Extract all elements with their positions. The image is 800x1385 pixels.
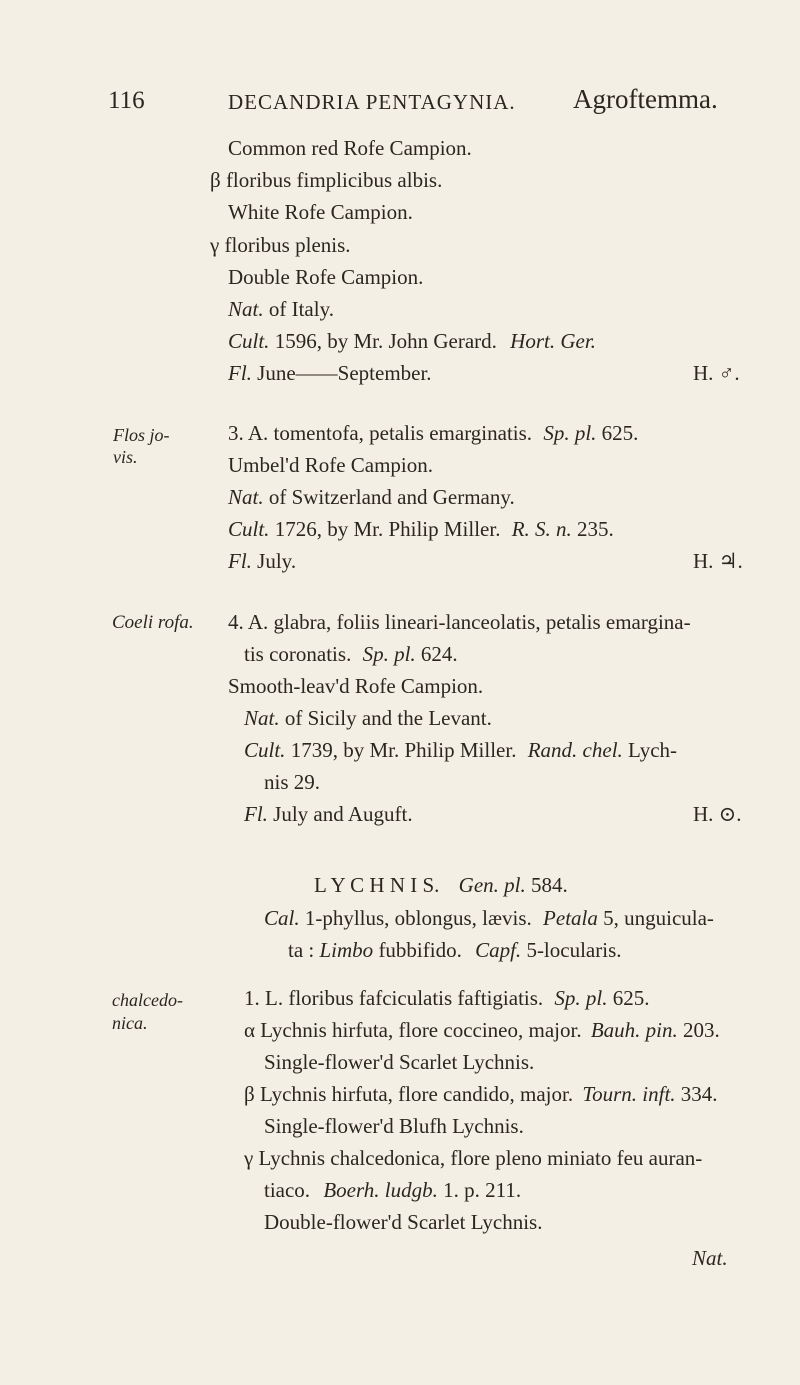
margin-note: Flos jo- bbox=[113, 425, 170, 445]
species-heading: 3. A. tomentofa, petalis emarginatis. Sp. pl. 625. bbox=[228, 421, 639, 445]
native-line: Nat. of Sicily and the Levant. bbox=[244, 706, 492, 730]
variety-line bbox=[210, 167, 442, 193]
common-name: White Rofe Campion. bbox=[228, 200, 413, 224]
common-name: Smooth-leav'd Rofe Campion. bbox=[228, 674, 484, 698]
variety-line-cont: tiaco. Boerh. ludgb. 1. p. 211. bbox=[264, 1178, 522, 1202]
species-heading: 4. A. glabra, foliis lineari-lanceolatis, petalis emargina- bbox=[228, 610, 691, 634]
variety-mark: β bbox=[210, 168, 221, 192]
genus-title: L Y C H N I S. Gen. pl. 584. bbox=[314, 873, 568, 897]
cultivation-line: Cult. 1596, by Mr. John Gerard. Hort. Ger. bbox=[228, 329, 596, 353]
margin-note: chalcedo- bbox=[112, 990, 183, 1010]
variety-line bbox=[210, 232, 351, 258]
genus-heading: Agroftemma. bbox=[573, 84, 718, 114]
flowering-line: Fl. June——September. bbox=[228, 361, 432, 385]
cultivation-line-cont: nis 29. bbox=[264, 770, 321, 794]
page-number: 116 bbox=[108, 87, 145, 114]
flowering-line: Fl. July and Auguft. bbox=[244, 802, 413, 826]
margin-note: nica. bbox=[112, 1013, 148, 1033]
variety-text: floribus plenis. bbox=[224, 233, 351, 257]
running-title: DECANDRIA PENTAGYNIA. bbox=[228, 90, 516, 114]
common-name: Single-flower'd Scarlet Lychnis. bbox=[264, 1050, 535, 1074]
flowering-line: Fl. July. bbox=[228, 549, 297, 573]
limbo-line: ta : Limbo fubbifido. Capf. 5-locularis. bbox=[288, 938, 622, 962]
variety-line: α Lychnis hirfuta, flore coccineo, major. Bauh. pin. 203. bbox=[244, 1018, 720, 1042]
margin-note: vis. bbox=[113, 447, 138, 467]
native-line: Nat. of Italy. bbox=[228, 297, 334, 321]
habit-symbol: H. ♂. bbox=[693, 361, 740, 385]
catchword: Nat. bbox=[692, 1246, 728, 1270]
calyx-line: Cal. 1-phyllus, oblongus, lævis. Petala 5, unguicula- bbox=[264, 906, 714, 930]
species-heading-cont: tis coronatis. Sp. pl. 624. bbox=[244, 642, 458, 666]
common-name: Double Rofe Campion. bbox=[228, 265, 424, 289]
common-name: Single-flower'd Blufh Lychnis. bbox=[264, 1114, 524, 1138]
common-name: Double-flower'd Scarlet Lychnis. bbox=[264, 1210, 543, 1234]
cultivation-line: Cult. 1726, by Mr. Philip Miller. R. S. n. 235. bbox=[228, 517, 614, 541]
habit-symbol: H. ♃. bbox=[693, 549, 743, 573]
variety-line: γ Lychnis chalcedonica, flore pleno miniato feu auran- bbox=[244, 1146, 703, 1170]
variety-text: floribus fimplicibus albis. bbox=[225, 168, 443, 192]
common-name: Common red Rofe Campion. bbox=[228, 136, 472, 160]
native-line: Nat. of Switzerland and Germany. bbox=[228, 485, 515, 509]
habit-symbol: H. ⊙. bbox=[693, 802, 742, 826]
variety-line: β Lychnis hirfuta, flore candido, major. Tourn. inft. 334. bbox=[244, 1082, 718, 1106]
common-name: Umbel'd Rofe Campion. bbox=[228, 453, 434, 477]
variety-mark: γ bbox=[210, 233, 220, 257]
margin-note: Coeli rofa. bbox=[112, 612, 194, 633]
cultivation-line: Cult. 1739, by Mr. Philip Miller. Rand. chel. Lych- bbox=[244, 738, 678, 762]
species-heading: 1. L. floribus fafciculatis faftigiatis. Sp. pl. 625. bbox=[244, 986, 650, 1010]
